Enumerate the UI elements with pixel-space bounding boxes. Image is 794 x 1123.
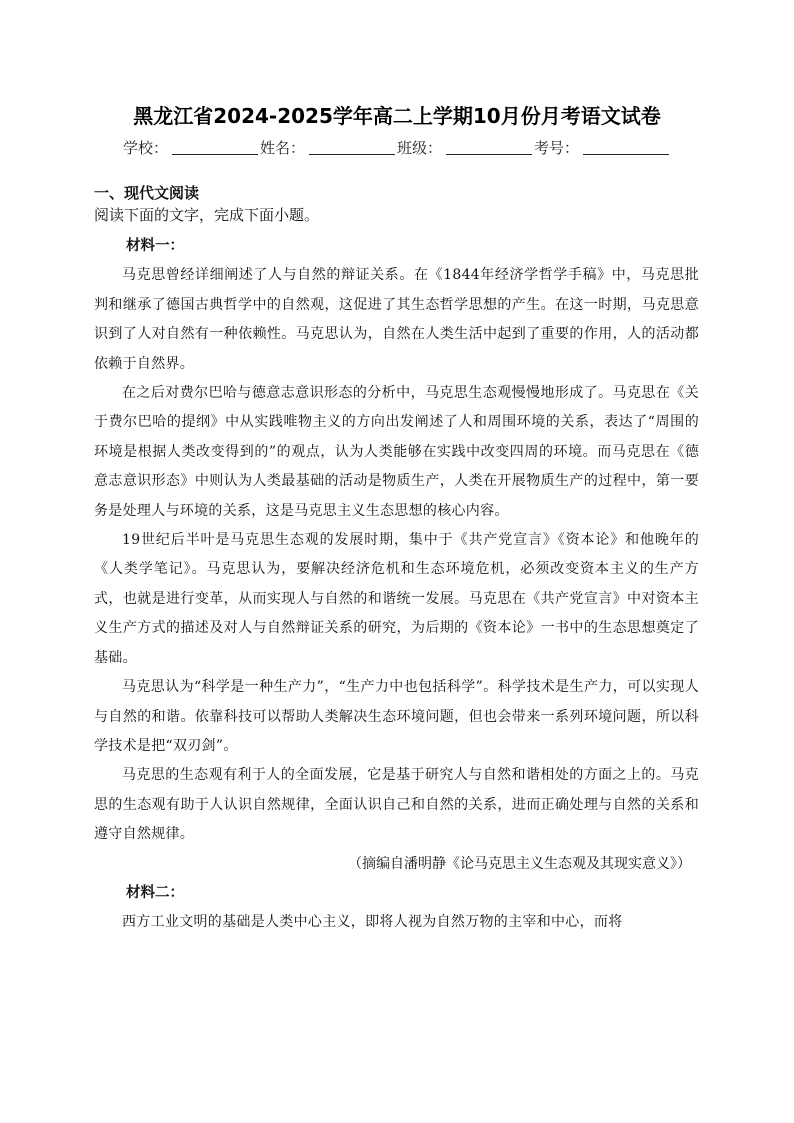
class-label: 班级： (397, 139, 443, 157)
name-blank[interactable] (309, 153, 395, 155)
material1-paragraph: 19世纪后半叶是马克思生态观的发展时期，集中于《共产党宣言》《资本论》和他晚年的《人类学笔记》。马克思认为，要解决经济危机和生态环境危机，必须改变资本主义的生产方式，也就是进行变革，从而实现人与自然的和谐统一发展。马克思在《共产党宣言》中对资本主义生产方式的描述及对人与自然辩证关系的研究，为后期的《资本论》一书中的生态思想奠定了基础。 (94, 532, 699, 666)
reading-passage (94, 232, 699, 938)
student-info-row (0, 136, 794, 158)
material2-paragraph: 西方工业文明的基础是人类中心主义，即将人视为自然万物的主宰和中心，而将 (122, 914, 623, 931)
material1-paragraph: 在之后对费尔巴哈与德意志意识形态的分析中，马克思生态观慢慢地形成了。马克思在《关于费尔巴哈的提纲》中从实践唯物主义的方向出发阐述了人和周围环境的关系，表达了“周围的环境是根据人类改变得到的”的观点，认为人类能够在实践中改变四周的环境。而马克思在《德意志意识形态》中则认为人类最基础的活动是物质生产，人类在开展物质生产的过程中，第一要务是处理人与环境的关系，这是马克思主义生态思想的核心内容。 (94, 385, 699, 519)
material1-label: 材料一： (126, 238, 184, 254)
name-field[interactable] (260, 137, 397, 158)
material2-label: 材料二： (126, 884, 184, 901)
exam-no-label: 考号： (534, 139, 580, 157)
name-label: 姓名： (259, 139, 305, 157)
material1-source: （摘编自潘明静《论马克思主义生态观及其现实意义》） (348, 855, 691, 872)
class-blank[interactable] (446, 153, 532, 155)
material1-paragraph: 马克思的生态观有利于人的全面发展，它是基于研究人与自然和谐相处的方面之上的。马克思的生态观有助于人认识自然规律，全面认识自己和自然的关系，进而正确处理与自然的关系和遵守自然规律。 (94, 767, 699, 843)
exam-title: 黑龙江省2024-2025学年高二上学期10月份月考语文试卷 (133, 104, 661, 128)
school-field[interactable] (123, 137, 260, 158)
exam-no-field[interactable] (534, 137, 671, 158)
exam-no-blank[interactable] (583, 153, 669, 155)
material1-paragraph: 马克思曾经详细阐述了人与自然的辩证关系。在《1844年经济学哲学手稿》中，马克思批判和继承了德国古典哲学中的自然观，这促进了其生态哲学思想的产生。在这一时期，马克思意识到了人对自然有一种依赖性。马克思认为，自然在人类生活中起到了重要的作用，人的活动都依赖于自然界。 (94, 267, 699, 372)
class-field[interactable] (397, 137, 534, 158)
section-heading: 一、现代文阅读 (94, 184, 200, 202)
instruction-text: 阅读下面的文字，完成下面小题。 (94, 206, 320, 224)
school-label: 学校： (122, 139, 168, 157)
material1-paragraph: 马克思认为“科学是一种生产力”，“生产力中也包括科学”。科学技术是生产力，可以实现人与自然的和谐。依靠科技可以帮助人类解决生态环境问题，但也会带来一系列环境问题，所以科学技术是把“双刃剑”。 (94, 679, 699, 754)
school-blank[interactable] (172, 153, 258, 155)
